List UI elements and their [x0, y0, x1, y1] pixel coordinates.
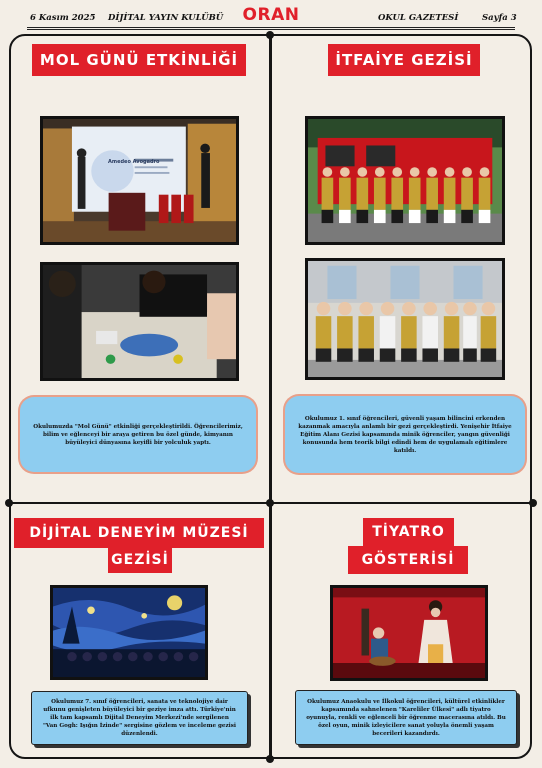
header-rule — [27, 27, 515, 28]
divider-dot — [5, 499, 13, 507]
divider-dot — [266, 755, 274, 763]
article-text-mol-gunu: Okulumuzda "Mol Günü" etkinliği gerçekleştirildi. Öğrencilerimiz, bilim ve eğlenceyi bir araya getiren bu özel günde, kimyanın büyüleyici dünyasına keyifli bir yolculuk yaptı. — [20, 397, 256, 472]
section-title-dijital-deneyim-line2: GEZİSİ — [108, 547, 172, 573]
section-title-tiyatro-line2: GÖSTERİSİ — [348, 546, 468, 574]
issue-date: 6 Kasım 2025 — [30, 13, 96, 23]
newspaper-logo: ORAN — [242, 5, 300, 25]
article-text-dijital-deneyim: Okulumuz 7. sınıf öğrencileri, sanata ve teknolojiye dair ufkunu genişleten büyüleyici bir geziye imza attı. Türkiye'nin ilk tam kapsamlı Dijital Deneyim Merkezi'nde sergilenen "Van Gogh: Işığın İzinde" sergisine gözlem ve inceleme gezisi düzenlendi. — [31, 691, 248, 745]
article-text-itfaiye: Okulumuz 1. sınıf öğrencileri, güvenli yaşam bilincini erkenden kazanmak amacıyla anlamlı bir gezi gerçekleştirdi. Yenişehir İtfaiye Eğitim Alanı Gezisi kapsamında minik öğrenciler, yangın güvenliği konusunda hem teorik bilgi edindi hem de uygulamalı eğitimlere katıldı. — [285, 396, 525, 473]
divider-dot — [529, 499, 537, 507]
header-rule — [27, 29, 515, 30]
photo-itfaiye-fire-truck — [305, 116, 505, 245]
slide-title: Amedeo Avogadro — [108, 159, 160, 165]
column-divider — [269, 34, 272, 759]
divider-dot — [266, 499, 274, 507]
article-text-tiyatro: Okulumuz Anaokulu ve İlkokul öğrencileri, kültürel etkinlikler kapsamında sahnelenen "Kareliler Ülkesi" adlı tiyatro oyunuyla, renkli ve eğlenceli bir öğrenme macerasına atıldı. Bu özel oyun, minik izleyicilere sanat yoluyla önemli yaşam becerileri kazandırdı. — [295, 690, 517, 745]
photo-van-gogh-exhibition — [50, 585, 208, 680]
photo-mol-gunu-presentation — [40, 116, 239, 245]
photo-itfaiye-students — [305, 258, 505, 380]
page-number: Sayfa 3 — [482, 13, 517, 23]
section-title-tiyatro: TİYATRO — [363, 518, 454, 546]
photo-tiyatro-stage — [330, 585, 488, 681]
club-name: DİJİTAL YAYIN KULÜBÜ — [108, 13, 224, 23]
section-title-itfaiye: İTFAİYE GEZİSİ — [328, 44, 480, 76]
divider-dot — [266, 31, 274, 39]
section-title-mol-gunu: MOL GÜNÜ ETKİNLİĞİ — [32, 44, 246, 76]
section-title-dijital-deneyim: DİJİTAL DENEYİM MÜZESİ — [14, 518, 264, 548]
photo-mol-gunu-painting — [40, 262, 239, 381]
paper-name: OKUL GAZETESİ — [378, 13, 459, 23]
